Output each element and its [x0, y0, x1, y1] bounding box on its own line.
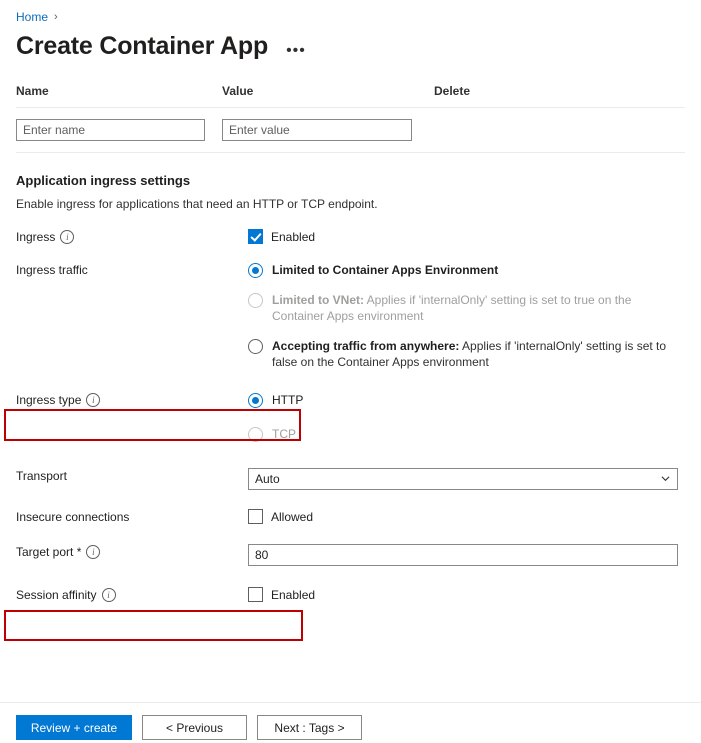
field-target-port [248, 544, 685, 566]
radio-button-icon[interactable] [248, 263, 263, 278]
radio-label-rest: Applies if 'internalOnly' setting is set to false on the Container Apps environment [272, 339, 667, 369]
label-insecure-connections-text: Insecure connections [16, 510, 130, 524]
column-header-value: Value [222, 84, 254, 98]
radio-label: HTTP [272, 393, 304, 407]
form-row-ingress-traffic [16, 262, 685, 370]
value-input[interactable] [222, 119, 412, 141]
radio-button-icon[interactable] [248, 393, 263, 408]
checkbox-label: Enabled [271, 229, 316, 244]
checkbox-label: Enabled [271, 587, 316, 602]
radio-button-icon[interactable] [248, 339, 263, 354]
breadcrumb-link-home[interactable]: Home [16, 10, 49, 24]
target-port-input[interactable] [248, 544, 678, 566]
radio-option-limited-environment[interactable] [248, 262, 685, 278]
breadcrumb [0, 0, 701, 24]
radio-option-limited-vnet[interactable] [248, 292, 685, 324]
radio-label-bold: Limited to VNet: [272, 293, 364, 307]
footer-divider [0, 702, 701, 703]
table-header-row [16, 84, 685, 108]
label-insecure-connections [16, 509, 248, 524]
env-vars-table [0, 84, 701, 153]
radio-option-tcp[interactable] [248, 426, 685, 442]
label-session-affinity [16, 587, 248, 602]
label-target-port-text: Target port * [16, 545, 82, 559]
column-header-delete: Delete [434, 84, 471, 98]
cell-name [16, 119, 222, 141]
label-target-port [16, 544, 248, 559]
info-icon[interactable]: i [86, 545, 100, 559]
form-row-insecure-connections [16, 509, 685, 524]
checkbox-box-icon[interactable] [248, 509, 263, 524]
breadcrumb-separator-icon: › [54, 11, 58, 23]
session-affinity-checkbox[interactable] [248, 587, 685, 602]
label-ingress [16, 229, 248, 244]
form-row-ingress-type [16, 392, 685, 442]
info-icon[interactable]: i [102, 588, 116, 602]
radio-button-icon[interactable] [248, 427, 263, 442]
label-ingress-type [16, 392, 248, 407]
ingress-enabled-checkbox[interactable] [248, 229, 685, 244]
field-session-affinity [248, 587, 685, 602]
column-header-name: Name [16, 84, 49, 98]
label-transport-text: Transport [16, 469, 67, 483]
label-ingress-text: Ingress [16, 230, 56, 244]
footer-actions [16, 715, 362, 740]
field-transport [248, 468, 685, 490]
checkbox-box-icon[interactable] [248, 587, 263, 602]
ingress-traffic-radio-group [248, 262, 685, 370]
info-icon[interactable]: i [60, 230, 74, 244]
review-create-button[interactable]: Review + create [16, 715, 132, 740]
transport-select-wrapper[interactable] [248, 468, 678, 490]
application-ingress-settings-section [0, 173, 701, 602]
ingress-type-radio-group [248, 392, 685, 442]
previous-button[interactable]: < Previous [142, 715, 247, 740]
form-row-ingress [16, 229, 685, 244]
form-row-target-port [16, 544, 685, 566]
form-row-session-affinity [16, 587, 685, 602]
checkbox-box-icon[interactable] [248, 229, 263, 244]
radio-label-bold: Accepting traffic from anywhere: [272, 339, 460, 353]
label-ingress-traffic-text: Ingress traffic [16, 263, 88, 277]
radio-label-bold: Limited to Container Apps Environment [272, 263, 499, 277]
next-tags-button[interactable]: Next : Tags > [257, 715, 362, 740]
name-input[interactable] [16, 119, 205, 141]
radio-label-rest: Applies if 'internalOnly' setting is set to true on the Container Apps environment [272, 293, 632, 323]
field-insecure-connections [248, 509, 685, 524]
form-row-transport [16, 468, 685, 490]
cell-value [222, 119, 434, 141]
label-ingress-type-text: Ingress type [16, 393, 82, 407]
label-session-affinity-text: Session affinity [16, 588, 97, 602]
more-options-icon[interactable]: ••• [286, 42, 306, 59]
insecure-connections-checkbox[interactable] [248, 509, 685, 524]
radio-button-icon[interactable] [248, 293, 263, 308]
radio-option-accepting-anywhere[interactable] [248, 338, 685, 370]
table-row [16, 108, 685, 153]
section-title: Application ingress settings [16, 173, 191, 188]
checkbox-label: Allowed [271, 509, 314, 524]
radio-label [272, 292, 682, 324]
highlight-box-session-affinity [4, 610, 303, 641]
field-ingress [248, 229, 685, 244]
section-description: Enable ingress for applications that need an HTTP or TCP endpoint. [16, 197, 378, 211]
page-title: Create Container App [16, 31, 269, 60]
radio-label [272, 338, 682, 370]
transport-select[interactable] [248, 468, 678, 490]
radio-label: TCP [272, 427, 296, 441]
page-header [0, 24, 701, 62]
label-ingress-traffic [16, 262, 248, 277]
label-transport [16, 468, 248, 483]
info-icon[interactable]: i [86, 393, 100, 407]
radio-label [272, 262, 498, 278]
radio-option-http[interactable] [248, 392, 685, 408]
